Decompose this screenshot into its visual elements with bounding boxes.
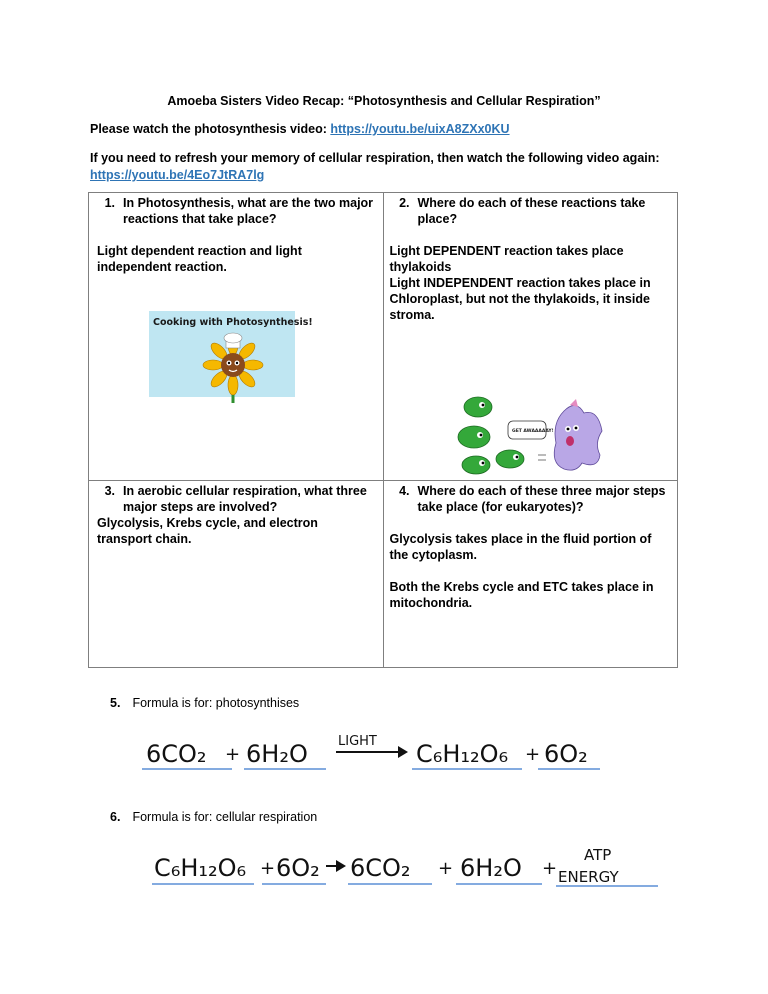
formula5-term-h2o: 6H₂O (246, 740, 308, 768)
formula6-label (110, 810, 317, 824)
photosynthesis-formula (140, 732, 610, 774)
formula5-plus: + (225, 744, 241, 765)
q4-answer-mitochondria: Both the Krebs cycle and ETC takes place in mitochondria. (389, 580, 654, 610)
amoeba-image (452, 393, 608, 479)
formula6-term-h2o: 6H₂O (460, 854, 522, 882)
resp-video-prompt: If you need to refresh your memory of cellular respiration, then watch the following video again: (90, 151, 660, 165)
q1-number: 1. (104, 196, 115, 210)
q1-question: In Photosynthesis, what are the two major reactions that take place? (123, 196, 374, 226)
formula6-term-co2: 6CO₂ (350, 854, 411, 882)
formula5-arrow-label: LIGHT (338, 734, 377, 749)
cell-q1 (89, 193, 384, 481)
formula6-plus: + (260, 858, 276, 879)
cell-q3 (89, 481, 384, 668)
q2-number: 2. (399, 196, 410, 210)
cooking-caption-line1: Cooking with Photosynthesis! (153, 317, 313, 328)
q4-question: Where do each of these three major steps take place (for eukaryotes)? (417, 484, 666, 514)
photo-video-line (90, 122, 510, 136)
cell-q2 (383, 193, 678, 481)
formula6-plus-3: + (542, 858, 558, 879)
formula6-atp: ATP (584, 846, 612, 864)
q3-question: In aerobic cellular respiration, what three major steps are involved? (123, 484, 367, 514)
formula6-arrow (326, 860, 346, 872)
q2-question: Where do each of these reactions take place? (417, 196, 646, 226)
formula6-plus-2: + (438, 858, 454, 879)
page-title: Amoeba Sisters Video Recap: “Photosynthesis and Cellular Respiration” (167, 94, 601, 108)
photo-video-prompt: Please watch the photosynthesis video: (90, 122, 327, 136)
cooking-photosynthesis-image (149, 311, 313, 397)
formula6-number: 6. (110, 810, 121, 824)
q3-number: 3. (104, 484, 115, 498)
resp-video-line (90, 150, 690, 184)
q2-answer-line: Light DEPENDENT reaction takes place (389, 244, 624, 258)
formula6-term-glucose: C₆H₁₂O₆ (154, 854, 247, 882)
formula5-term-co2: 6CO₂ (146, 740, 207, 768)
cell-q4 (383, 481, 678, 668)
formula5-number: 5. (110, 696, 121, 710)
formula5-text: Formula is for: photosynthises (132, 696, 300, 710)
formula6-energy: ENERGY (558, 868, 619, 886)
formula5-term-o2: 6O₂ (544, 740, 588, 768)
formula5-label (110, 696, 299, 710)
formula5-plus-2: + (525, 744, 541, 765)
q2-answer-line: Chloroplast, but not the thylakoids, it inside (389, 292, 650, 306)
formula5-term-glucose: C₆H₁₂O₆ (416, 740, 509, 768)
q2-answer-line: Light INDEPENDENT reaction takes place in (389, 276, 651, 290)
question-table (88, 192, 678, 668)
q1-answer: Light dependent reaction and light independent reaction. (97, 244, 302, 274)
formula6-term-o2: 6O₂ (276, 854, 320, 882)
q4-answer-glycolysis: Glycolysis takes place in the fluid portion of the cytoplasm. (389, 532, 652, 562)
q2-answer (388, 243, 670, 323)
resp-video-link[interactable]: https://youtu.be/4Eo7JtRA7lg (90, 168, 265, 182)
photo-video-link[interactable]: https://youtu.be/uixA8ZXx0KU (330, 122, 510, 136)
respiration-formula (150, 840, 670, 890)
q3-answer: Glycolysis, Krebs cycle, and electron transport chain. (97, 516, 318, 546)
q2-answer-line: thylakoids (389, 260, 452, 274)
q2-answer-line: stroma. (389, 308, 435, 322)
q4-number: 4. (399, 484, 410, 498)
formula6-text: Formula is for: cellular respiration (132, 810, 318, 824)
amoeba-speech: GET AWAAAAAY! (511, 429, 554, 434)
